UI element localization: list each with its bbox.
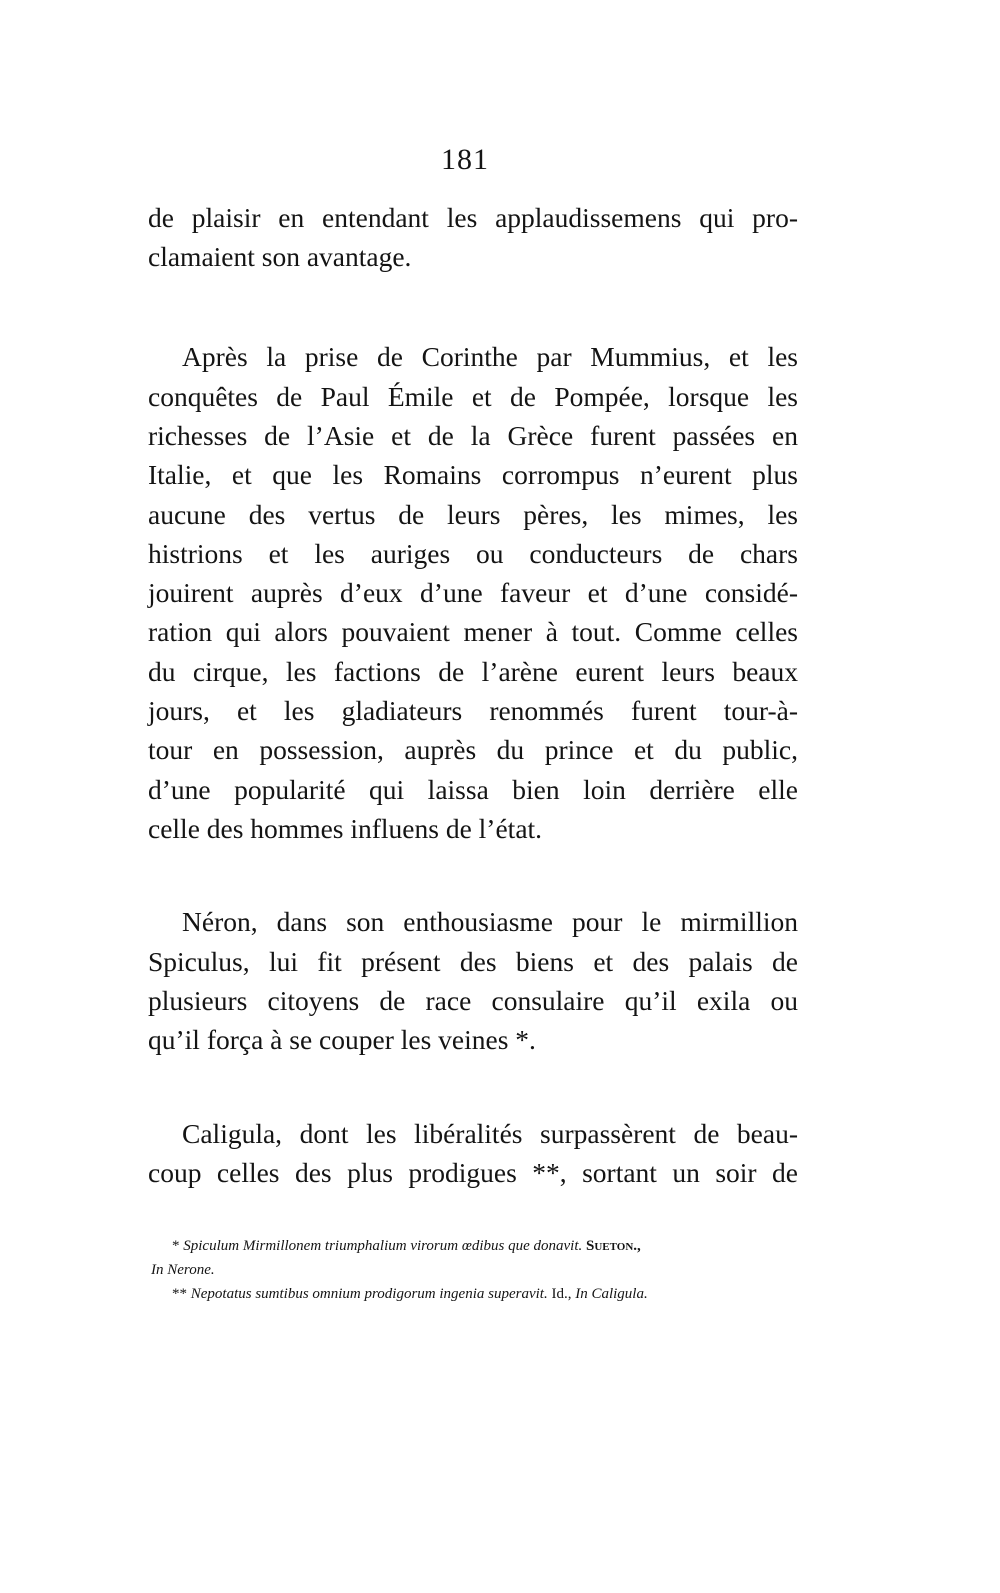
footnote-1 <box>172 1236 803 1256</box>
text-line: celle des hommes influens de l’état. <box>148 813 543 844</box>
text-line: conquêtes de Paul Émile et de Pompée, lorsque les <box>148 381 798 412</box>
text-line: coup celles des plus prodigues **, sortant un soir de <box>148 1157 798 1188</box>
text-line: ration qui alors pouvaient mener à tout. Comme celles <box>148 616 798 647</box>
footnote-1-continuation: In Nerone. <box>151 1262 215 1278</box>
footnote-source: Sueton., <box>586 1238 641 1254</box>
footnote-text: Nepotatus sumtibus omnium prodigorum ingenia superavit. <box>190 1286 548 1302</box>
text-line: jouirent auprès d’eux d’une faveur et d’une considé- <box>148 577 798 608</box>
text-line: qu’il força à se couper les veines *. <box>148 1024 536 1055</box>
text-line: Spiculus, lui fit présent des biens et des palais de <box>148 946 798 977</box>
text-line: histrions et les auriges ou conducteurs de chars <box>148 538 798 569</box>
text-line: aucune des vertus de leurs pères, les mimes, les <box>148 499 798 530</box>
text-line: jours, et les gladiateurs renommés furent tour-à- <box>148 695 798 726</box>
text-line: Après la prise de Corinthe par Mummius, et les <box>182 341 798 372</box>
text-line: richesses de l’Asie et de la Grèce furent passées en <box>148 420 798 451</box>
text-line: de plaisir en entendant les applaudissemens qui pro- <box>148 202 798 233</box>
footnote-mark: ** <box>172 1286 187 1302</box>
text-line: du cirque, les factions de l’arène eurent leurs beaux <box>148 656 798 687</box>
text-line: d’une popularité qui laissa bien loin derrière elle <box>148 774 798 805</box>
footnote-2 <box>172 1284 803 1304</box>
footnote-ref: In Caligula. <box>575 1286 648 1302</box>
text-line: clamaient son avantage. <box>148 241 412 272</box>
footnote-source: Id., <box>551 1286 572 1302</box>
page-number: 181 <box>441 143 489 176</box>
footnote-text: Spiculum Mirmillonem triumphalium virorum œdibus que donavit. <box>183 1238 583 1254</box>
text-line: plusieurs citoyens de race consulaire qu’il exila ou <box>148 985 798 1016</box>
text-line: Italie, et que les Romains corrompus n’eurent plus <box>148 459 798 490</box>
text-line: Néron, dans son enthousiasme pour le mirmillion <box>182 906 798 937</box>
footnote-mark: * <box>172 1238 180 1254</box>
text-line: Caligula, dont les libéralités surpassèrent de beau- <box>182 1118 798 1149</box>
text-line: tour en possession, auprès du prince et du public, <box>148 734 798 765</box>
